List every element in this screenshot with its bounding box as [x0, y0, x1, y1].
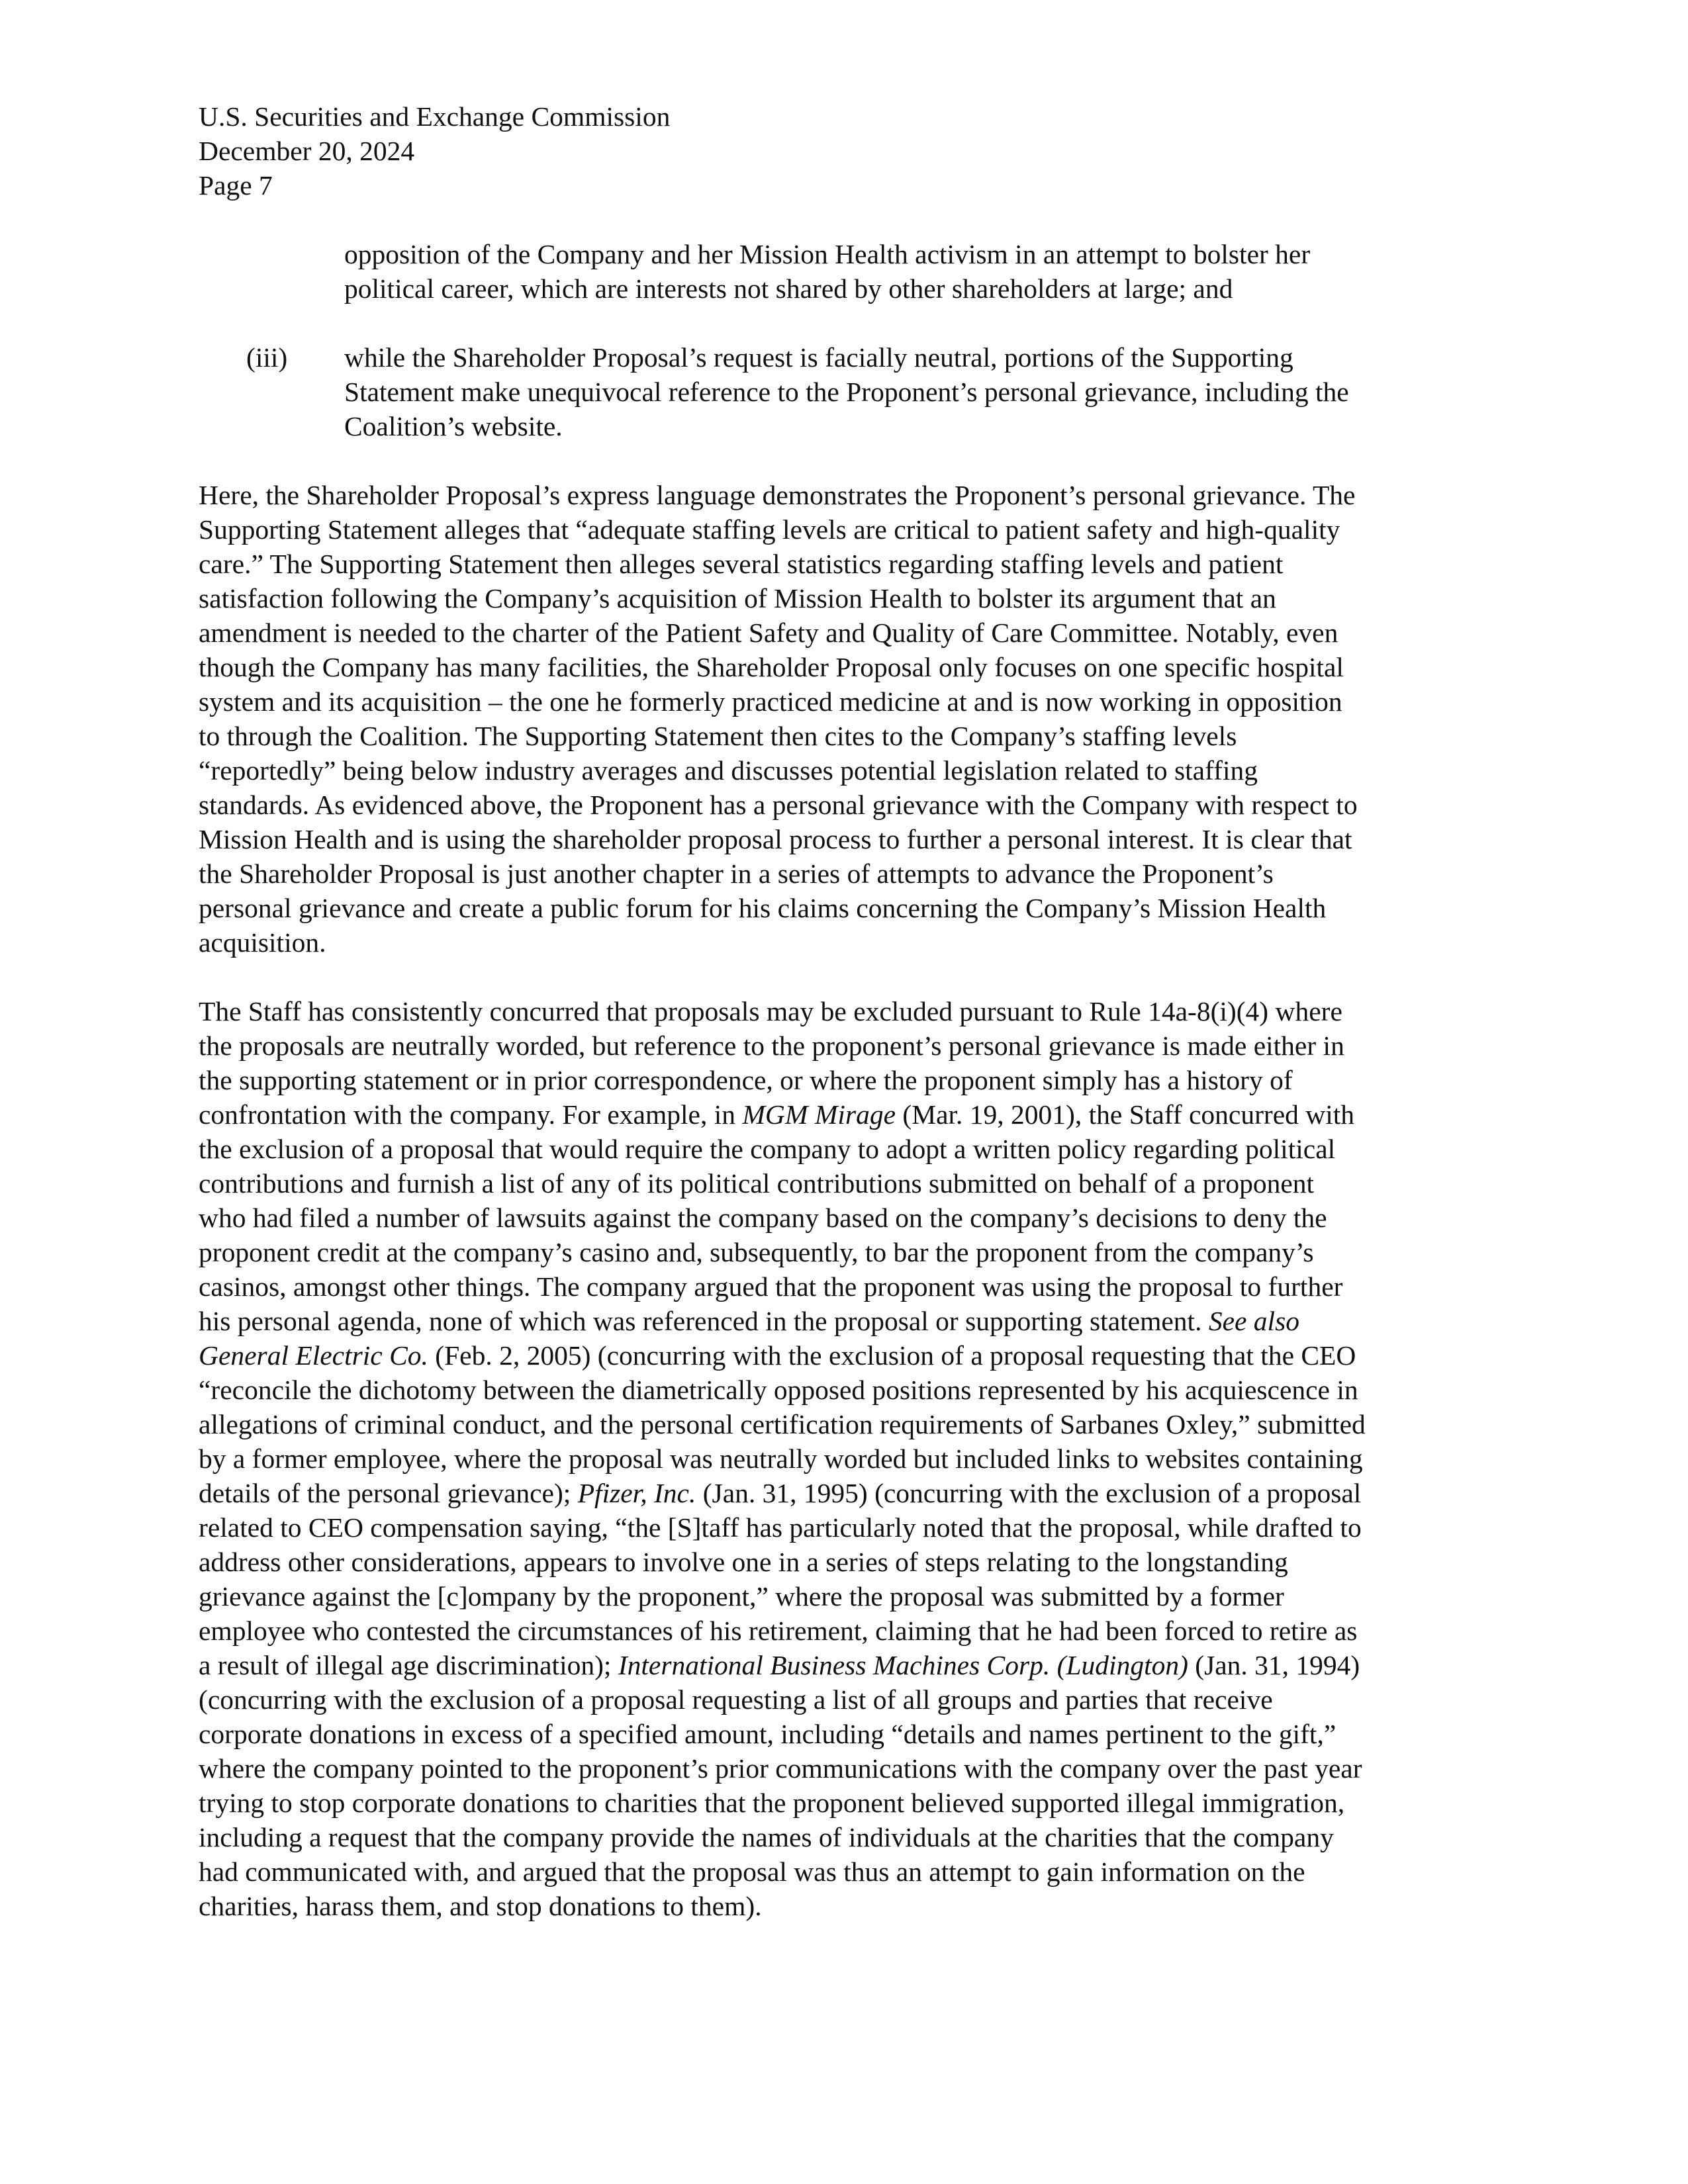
- text-line: [199, 1476, 1496, 1510]
- text-line: personal grievance and create a public forum for his claims concerning the Company’s Mission Health: [199, 893, 1327, 923]
- text-line: grievance against the [c]ompany by the proponent,” where the proposal was submitted by a former: [199, 1581, 1284, 1612]
- text-line: address other considerations, appears to involve one in a series of steps relating to the longstanding: [199, 1547, 1288, 1577]
- text-line: The Staff has consistently concurred that proposals may be excluded pursuant to Rule 14a-8(i)(4) where: [199, 996, 1342, 1026]
- text-line: corporate donations in excess of a specified amount, including “details and names pertinent to the gift,”: [199, 1719, 1336, 1749]
- text-line: contributions and furnish a list of any of its political contributions submitted on behalf of a proponent: [199, 1168, 1315, 1199]
- text-line: (concurring with the exclusion of a proposal requesting a list of all groups and parties that receive: [199, 1684, 1273, 1715]
- text-line: Coalition’s website.: [344, 411, 563, 441]
- text-line: amendment is needed to the charter of the Patient Safety and Quality of Care Committee. Notably, even: [199, 617, 1338, 648]
- text-line: allegations of criminal conduct, and the personal certification requirements of Sarbanes Oxley,” submitted: [199, 1409, 1366, 1439]
- text-line: acquisition.: [199, 927, 326, 958]
- text-line: though the Company has many facilities, the Shareholder Proposal only focuses on one specific hospital: [199, 652, 1344, 682]
- text-line: Supporting Statement alleges that “adequate staffing levels are critical to patient safety and high-quality: [199, 514, 1340, 545]
- signal-see-also: See also: [1208, 1306, 1299, 1336]
- text-line: trying to stop corporate donations to charities that the proponent believed supported illegal immigration,: [199, 1788, 1345, 1818]
- text-line: by a former employee, where the proposal was neutrally worded but included links to websites containing: [199, 1443, 1363, 1474]
- paragraph-staff-precedents: [199, 994, 1496, 1923]
- text-line: related to CEO compensation saying, “the [S]taff has particularly noted that the proposal, while drafted to: [199, 1512, 1362, 1543]
- text-run: details of the personal grievance);: [199, 1478, 578, 1508]
- text-line: including a request that the company provide the names of individuals at the charities that the company: [199, 1822, 1334, 1852]
- case-citation-mgm-mirage: MGM Mirage: [742, 1099, 896, 1130]
- text-line: system and its acquisition – the one he formerly practiced medicine at and is now working in opposition: [199, 686, 1342, 717]
- text-line: “reportedly” being below industry averages and discusses potential legislation related to staffing: [199, 755, 1258, 786]
- list-item-iii: [344, 340, 1349, 443]
- text-line: the supporting statement or in prior correspondence, or where the proponent simply has a history of: [199, 1065, 1293, 1095]
- text-line: proponent credit at the company’s casino and, subsequently, to bar the proponent from the company’s: [199, 1237, 1314, 1267]
- text-line: charities, harass them, and stop donations to them).: [199, 1891, 762, 1921]
- text-line: who had filed a number of lawsuits against the company based on the company’s decisions to deny the: [199, 1203, 1327, 1233]
- text-line: [199, 1097, 1496, 1132]
- text-run: (Feb. 2, 2005) (concurring with the exclusion of a proposal requesting that the CEO: [428, 1340, 1356, 1371]
- text-line: “reconcile the dichotomy between the diametrically opposed positions represented by his acquiescence in: [199, 1375, 1358, 1405]
- case-citation-ibm: International Business Machines Corp. (Ludington): [618, 1650, 1188, 1680]
- text-line: Statement make unequivocal reference to the Proponent’s personal grievance, including the: [344, 377, 1349, 407]
- text-line: had communicated with, and argued that the proposal was thus an attempt to gain information on the: [199, 1856, 1305, 1887]
- text-line: while the Shareholder Proposal’s request is facially neutral, portions of the Supporting: [344, 342, 1293, 373]
- text-line: [199, 1338, 1496, 1373]
- list-marker-iii: (iii): [246, 342, 288, 373]
- page-number: Page 7: [199, 170, 273, 201]
- case-citation-general-electric: General Electric Co.: [199, 1340, 428, 1371]
- continued-list-item: [344, 237, 1310, 306]
- text-run: a result of illegal age discrimination);: [199, 1650, 618, 1680]
- text-run: confrontation with the company. For example, in: [199, 1099, 743, 1130]
- text-line: [199, 1648, 1496, 1682]
- text-line: Mission Health and is using the shareholder proposal process to further a personal interest. It is clear that: [199, 824, 1352, 854]
- text-run: his personal agenda, none of which was referenced in the proposal or supporting statement.: [199, 1306, 1209, 1336]
- text-run: (Jan. 31, 1994): [1188, 1650, 1360, 1680]
- text-line: the Shareholder Proposal is just another chapter in a series of attempts to advance the Proponent’s: [199, 858, 1274, 889]
- text-line: the proposals are neutrally worded, but reference to the proponent’s personal grievance is made either in: [199, 1030, 1344, 1061]
- text-line: political career, which are interests not shared by other shareholders at large; and: [344, 273, 1233, 304]
- text-line: casinos, amongst other things. The company argued that the proponent was using the proposal to further: [199, 1271, 1343, 1302]
- text-line: Here, the Shareholder Proposal’s express language demonstrates the Proponent’s personal grievance. The: [199, 480, 1356, 510]
- text-line: standards. As evidenced above, the Proponent has a personal grievance with the Company with respect to: [199, 790, 1358, 820]
- text-line: satisfaction following the Company’s acquisition of Mission Health to bolster its argument that an: [199, 583, 1276, 614]
- text-run: (Jan. 31, 1995) (concurring with the exclusion of a proposal: [696, 1478, 1362, 1508]
- paragraph-personal-grievance: [199, 478, 1496, 960]
- text-run: (Mar. 19, 2001), the Staff concurred with: [896, 1099, 1355, 1130]
- date-line: December 20, 2024: [199, 136, 415, 166]
- letter-header: [199, 99, 670, 203]
- text-line: to through the Coalition. The Supporting Statement then cites to the Company’s staffing levels: [199, 721, 1237, 751]
- text-line: where the company pointed to the proponent’s prior communications with the company over the past year: [199, 1753, 1362, 1784]
- case-citation-pfizer: Pfizer, Inc.: [577, 1478, 696, 1508]
- recipient-line: U.S. Securities and Exchange Commission: [199, 101, 671, 132]
- text-line: the exclusion of a proposal that would require the company to adopt a written policy regarding political: [199, 1134, 1336, 1164]
- text-line: [199, 1304, 1496, 1338]
- text-line: care.” The Supporting Statement then alleges several statistics regarding staffing levels and patient: [199, 549, 1284, 579]
- text-line: opposition of the Company and her Mission Health activism in an attempt to bolster her: [344, 239, 1311, 269]
- text-line: employee who contested the circumstances of his retirement, claiming that he had been forced to retire as: [199, 1615, 1358, 1646]
